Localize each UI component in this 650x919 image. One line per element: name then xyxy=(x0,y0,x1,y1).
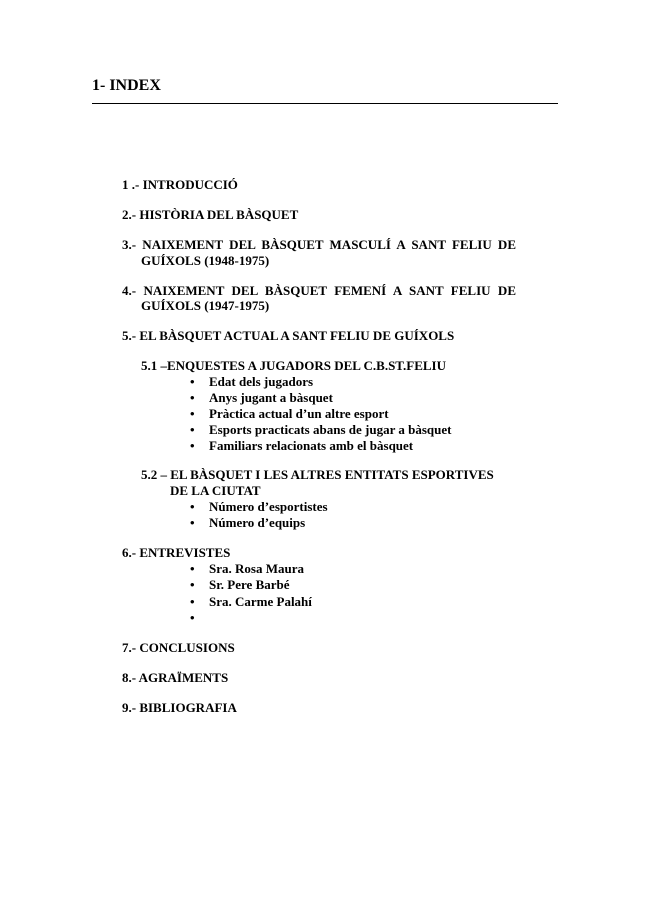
list-item: Esports practicats abans de jugar a bàsquet xyxy=(209,422,452,437)
toc-item-historia: 2.- HISTÒRIA DEL BÀSQUET xyxy=(122,207,299,222)
toc-item-introduccio: 1 .- INTRODUCCIÓ xyxy=(122,177,238,192)
toc-subitem-entitats-line1: 5.2 – EL BÀSQUET I LES ALTRES ENTITATS ESPORTIVES xyxy=(141,467,494,482)
toc-item-agraiments: 8.- AGRAÏMENTS xyxy=(122,670,229,685)
list-item: Número d’esportistes xyxy=(209,499,328,514)
toc-subitem-entitats-line2: DE LA CIUTAT xyxy=(170,483,261,498)
list-item: Anys jugant a bàsquet xyxy=(209,390,333,405)
toc-item-conclusions: 7.- CONCLUSIONS xyxy=(122,640,235,655)
bullet-icon: • xyxy=(190,594,195,609)
bullet-icon: • xyxy=(190,422,195,437)
list-item: Número d’equips xyxy=(209,515,306,530)
list-item: Familiars relacionats amb el bàsquet xyxy=(209,438,414,453)
toc-item-actual: 5.- EL BÀSQUET ACTUAL A SANT FELIU DE GUÍXOLS xyxy=(122,328,455,343)
list-item: Sra. Rosa Maura xyxy=(209,561,304,576)
bullet-icon: • xyxy=(190,610,195,625)
list-item: Edat dels jugadors xyxy=(209,374,314,389)
bullet-icon: • xyxy=(190,374,195,389)
bullet-icon: • xyxy=(190,561,195,576)
bullet-icon: • xyxy=(190,438,195,453)
bullet-icon: • xyxy=(190,406,195,421)
toc-item-femeni-line1: 4.- NAIXEMENT DEL BÀSQUET FEMENÍ A SANT FELIU DE xyxy=(122,283,516,298)
toc-subitem-enquestes: 5.1 –ENQUESTES A JUGADORS DEL C.B.ST.FELIU xyxy=(141,358,446,373)
bullet-icon: • xyxy=(190,577,195,592)
toc-item-entrevistes: 6.- ENTREVISTES xyxy=(122,545,231,560)
list-item: Sra. Carme Palahí xyxy=(209,594,312,609)
toc-item-bibliografia: 9.- BIBLIOGRAFIA xyxy=(122,700,237,715)
toc-item-femeni-line2: GUÍXOLS (1947-1975) xyxy=(141,298,270,313)
list-item: Pràctica actual d’un altre esport xyxy=(209,406,389,421)
toc-item-masculi-line1: 3.- NAIXEMENT DEL BÀSQUET MASCULÍ A SANT FELIU DE xyxy=(122,237,516,252)
heading-rule xyxy=(92,103,558,104)
toc-item-masculi-line2: GUÍXOLS (1948-1975) xyxy=(141,253,270,268)
index-heading: 1- INDEX xyxy=(92,77,161,94)
bullet-icon: • xyxy=(190,499,195,514)
list-item: Sr. Pere Barbé xyxy=(209,577,290,592)
bullet-icon: • xyxy=(190,390,195,405)
bullet-icon: • xyxy=(190,515,195,530)
